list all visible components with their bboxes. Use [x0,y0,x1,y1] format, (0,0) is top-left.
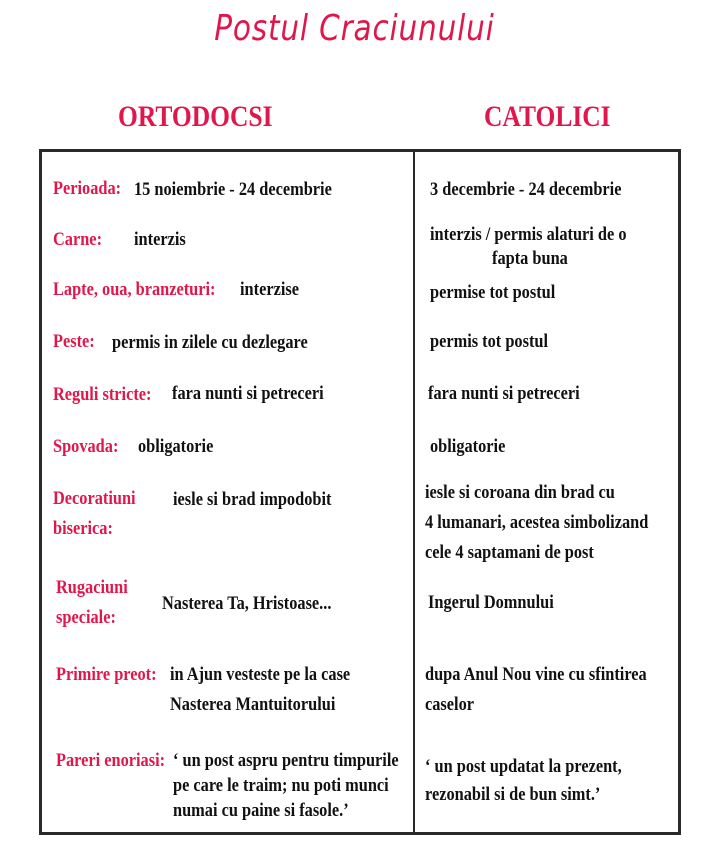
catholic-rugaciuni: Ingerul Domnului [428,592,554,613]
orthodox-pareri-line-3: numai cu paine si fasole.’ [173,800,349,821]
catholic-decoratiuni-line-3: cele 4 saptamani de post [425,542,594,563]
orthodox-perioada: 15 noiembrie - 24 decembrie [134,179,332,200]
catholic-decoratiuni-line-2: 4 lumanari, acestea simbolizand [425,512,649,533]
orthodox-primire-line-1: in Ajun vesteste pe la case [170,664,351,685]
catholic-primire-line-2: caselor [425,694,475,715]
orthodox-reguli: fara nunti si petreceri [172,383,324,404]
catholic-pareri-line-2: rezonabil si de bun simt.’ [425,784,601,805]
orthodox-peste: permis in zilele cu dezlegare [112,332,308,353]
catholic-peste: permis tot postul [430,331,549,352]
row-label-pareri: Pareri enoriasi: [56,750,166,771]
row-label-rugaciuni-line-1: Rugaciuni [56,577,128,598]
catholic-carne-line-2: fapta buna [492,248,568,269]
catholic-primire-line-1: dupa Anul Nou vine cu sfintirea [425,664,647,685]
row-label-carne: Carne: [53,229,103,250]
orthodox-decoratiuni: iesle si brad impodobit [173,489,332,510]
row-label-perioada: Perioada: [53,178,122,199]
row-label-peste: Peste: [53,331,95,352]
orthodox-lapte: interzise [240,279,299,300]
orthodox-primire-line-2: Nasterea Mantuitorului [170,694,336,715]
row-label-reguli: Reguli stricte: [53,384,152,405]
row-label-decoratiuni-line-2: biserica: [53,518,113,539]
row-label-rugaciuni-line-2: speciale: [56,607,116,628]
catholic-pareri-line-1: ‘ un post updatat la prezent, [425,756,622,777]
page-title: Postul Craciunului [214,8,495,49]
catholic-reguli: fara nunti si petreceri [428,383,580,404]
orthodox-pareri-line-2: pe care le traim; nu poti munci [173,775,389,796]
catholic-lapte: permise tot postul [430,282,556,303]
column-divider [413,149,415,835]
catholic-decoratiuni-line-1: iesle si coroana din brad cu [425,482,615,503]
row-label-primire-preot: Primire preot: [56,664,157,685]
orthodox-rugaciuni: Nasterea Ta, Hristoase... [162,593,332,614]
orthodox-carne: interzis [134,229,186,250]
catholic-perioada: 3 decembrie - 24 decembrie [430,179,622,200]
column-header-catholic: CATOLICI [484,100,611,133]
row-label-lapte: Lapte, oua, branzeturi: [53,279,216,300]
row-label-spovada: Spovada: [53,436,119,457]
orthodox-spovada: obligatorie [138,436,214,457]
orthodox-pareri-line-1: ‘ un post aspru pentru timpurile [173,750,399,771]
catholic-carne-line-1: interzis / permis alaturi de o [430,224,627,245]
row-label-decoratiuni-line-1: Decoratiuni [53,488,136,509]
column-header-orthodox: ORTODOCSI [118,100,273,133]
catholic-spovada: obligatorie [430,436,506,457]
